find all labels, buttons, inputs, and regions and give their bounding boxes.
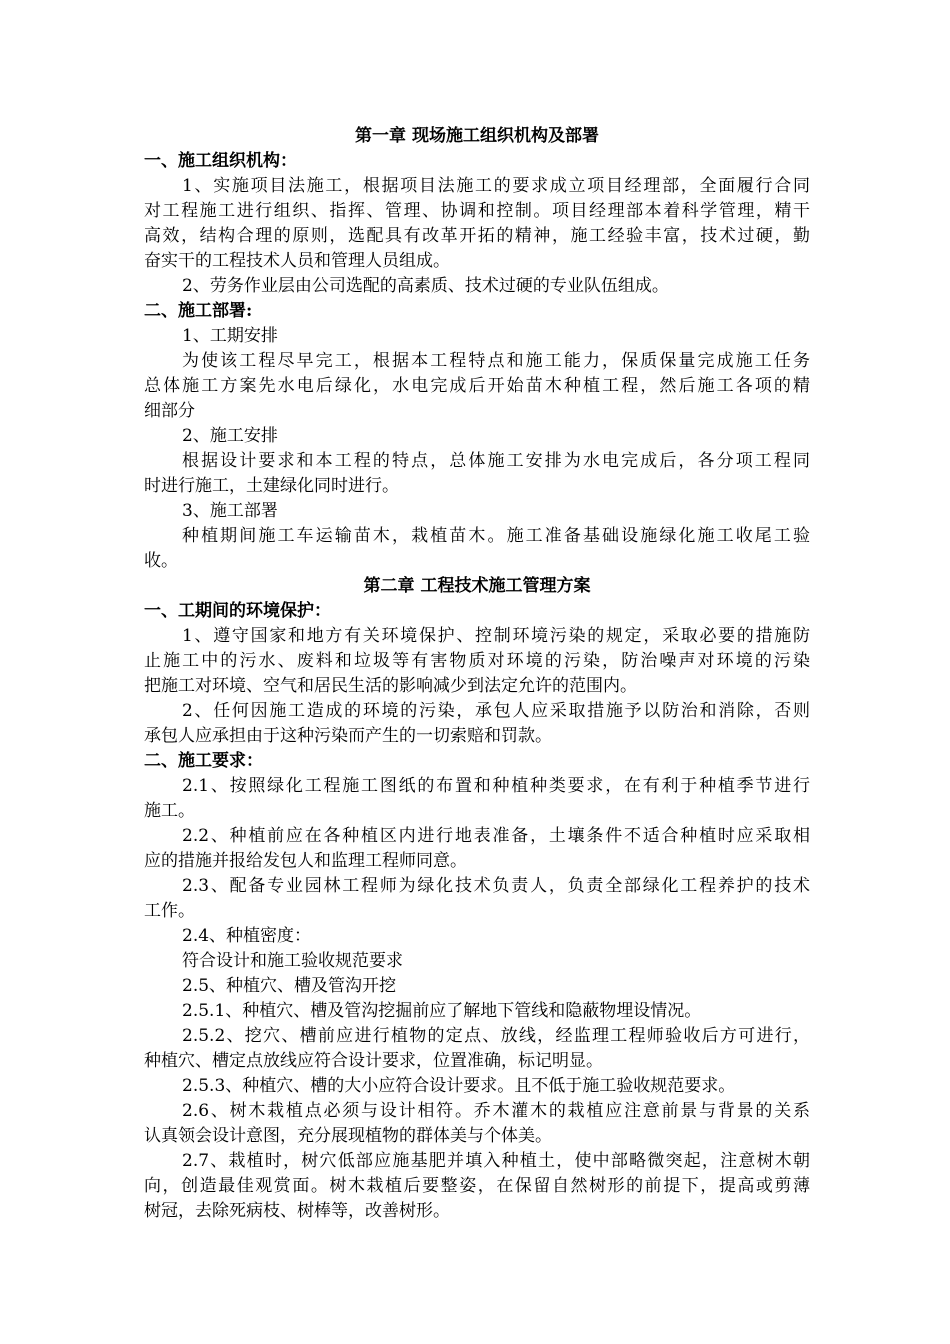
text-line: 认真领会设计意图，充分展现植物的群体美与个体美。 bbox=[144, 1126, 552, 1146]
text-line: 2.5.2、挖穴、槽前应进行植物的定点、放线，经监理工程师验收后方可进行， bbox=[182, 1026, 810, 1046]
text-line: 工作。 bbox=[144, 901, 195, 921]
text-line: 2.7、栽植时，树穴低部应施基肥并填入种植土，使中部略微突起，注意树木朝 bbox=[182, 1151, 810, 1171]
text-line: 2.1、按照绿化工程施工图纸的布置和种植种类要求，在有利于种植季节进行 bbox=[182, 776, 810, 796]
text-line: 总体施工方案先水电后绿化，水电完成后开始苗木种植工程，然后施工各项的精 bbox=[144, 376, 810, 396]
text-line: 2、施工安排 bbox=[182, 426, 278, 446]
text-line: 符合设计和施工验收规范要求 bbox=[182, 951, 403, 971]
text-line: 高效，结构合理的原则，选配具有改革开拓的精神，施工经验丰富，技术过硬，勤 bbox=[144, 226, 810, 246]
text-line: 种植期间施工车运输苗木，栽植苗木。施工准备基础设施绿化施工收尾工验 bbox=[182, 526, 810, 546]
text-line: 2.5、种植穴、槽及管沟开挖 bbox=[182, 976, 397, 996]
text-line: 根据设计要求和本工程的特点，总体施工安排为水电完成后，各分项工程同 bbox=[182, 451, 810, 471]
text-line: 应的措施并报给发包人和监理工程师同意。 bbox=[144, 851, 467, 871]
document-body bbox=[144, 124, 810, 1224]
text-line: 奋实干的工程技术人员和管理人员组成。 bbox=[144, 251, 450, 271]
text-line: 收。 bbox=[144, 551, 178, 571]
text-line: 1、遵守国家和地方有关环境保护、控制环境污染的规定，采取必要的措施防 bbox=[182, 626, 810, 646]
text-line: 承包人应承担由于这种污染而产生的一切索赔和罚款。 bbox=[144, 726, 552, 746]
text-line: 2.5.3、种植穴、槽的大小应符合设计要求。且不低于施工验收规范要求。 bbox=[182, 1076, 736, 1096]
text-line: 第一章 现场施工组织机构及部署 bbox=[355, 126, 599, 146]
text-line: 对工程施工进行组织、指挥、管理、协调和控制。项目经理部本着科学管理，精干 bbox=[144, 201, 810, 221]
text-line: 第二章 工程技术施工管理方案 bbox=[363, 576, 591, 596]
text-line: 把施工对环境、空气和居民生活的影响减少到法定允许的范围内。 bbox=[144, 676, 637, 696]
text-line: 种植穴、槽定点放线应符合设计要求，位置准确，标记明显。 bbox=[144, 1051, 603, 1071]
text-line: 3、施工部署 bbox=[182, 501, 278, 521]
text-line: 向，创造最佳观赏面。树木栽植后要整姿，在保留自然树形的前提下，提高或剪薄 bbox=[144, 1176, 810, 1196]
text-line: 一、工期间的环境保护： bbox=[144, 601, 331, 621]
text-line: 时进行施工，土建绿化同时进行。 bbox=[144, 476, 399, 496]
text-line: 2.2、种植前应在各种植区内进行地表准备，土壤条件不适合种植时应采取相 bbox=[182, 826, 810, 846]
text-line: 二、施工部署: bbox=[144, 301, 253, 321]
text-line: 1、实施项目法施工，根据项目法施工的要求成立项目经理部，全面履行合同 bbox=[182, 176, 810, 196]
text-line: 一、施工组织机构： bbox=[144, 151, 297, 171]
text-line: 2、任何因施工造成的环境的污染，承包人应采取措施予以防治和消除，否则 bbox=[182, 701, 810, 721]
text-line: 2.5.1、种植穴、槽及管沟挖掘前应了解地下管线和隐蔽物埋设情况。 bbox=[182, 1001, 702, 1021]
text-line: 细部分 bbox=[144, 401, 195, 421]
text-line: 二、施工要求： bbox=[144, 751, 263, 771]
text-line: 2.6、树木栽植点必须与设计相符。乔木灌木的栽植应注意前景与背景的关系 bbox=[182, 1101, 810, 1121]
text-line: 1、工期安排 bbox=[182, 326, 278, 346]
text-line: 施工。 bbox=[144, 801, 195, 821]
text-line: 2.4、种植密度： bbox=[182, 926, 312, 946]
text-line: 树冠，去除死病枝、树棒等，改善树形。 bbox=[144, 1201, 450, 1221]
text-line: 止施工中的污水、废料和垃圾等有害物质对环境的污染，防治噪声对环境的污染 bbox=[144, 651, 810, 671]
text-line: 2、劳务作业层由公司选配的高素质、技术过硬的专业队伍组成。 bbox=[182, 276, 669, 296]
text-line: 为使该工程尽早完工，根据本工程特点和施工能力，保质保量完成施工任务 bbox=[182, 351, 810, 371]
text-line: 2.3、配备专业园林工程师为绿化技术负责人，负责全部绿化工程养护的技术 bbox=[182, 876, 810, 896]
